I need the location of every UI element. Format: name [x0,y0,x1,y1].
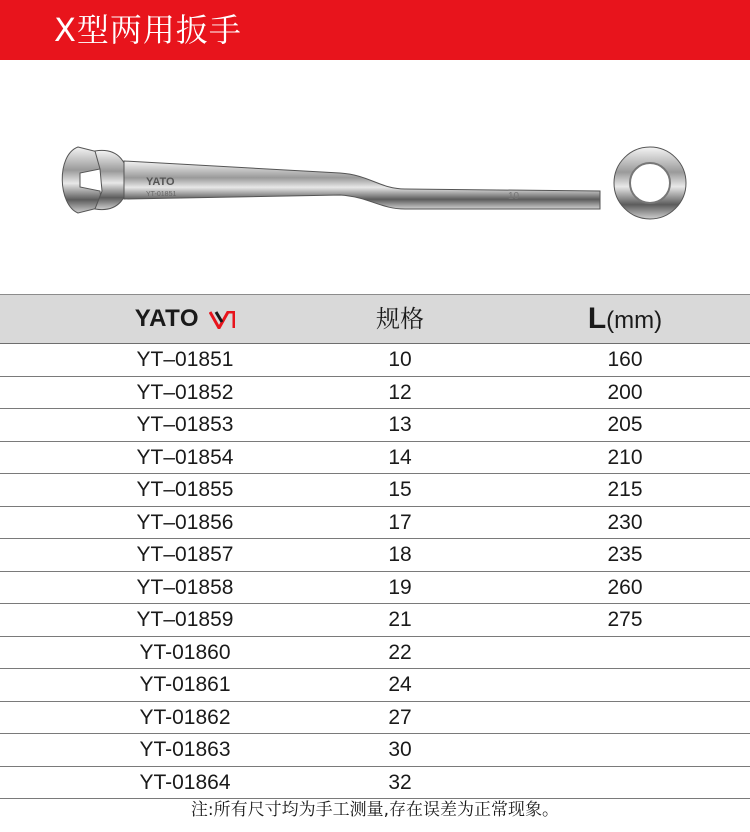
length-cell: 200 [607,380,643,404]
size-cell: 15 [388,478,412,501]
model-cell: YT-01864 [139,770,231,794]
table-row [0,377,750,410]
model-cell: YT–01858 [136,575,234,599]
length-cell: 215 [607,478,643,501]
size-cell: 21 [388,608,412,631]
brand-mark-icon [209,311,235,329]
table-row [0,507,750,540]
length-cell [500,734,750,766]
table-row [0,767,750,800]
size-cell: 32 [388,770,412,794]
table-row [0,734,750,767]
size-cell: 13 [388,413,412,436]
table-header [0,294,750,344]
model-cell: YT-01861 [139,673,231,696]
engraving-brand: YATO [146,176,175,188]
length-cell [500,767,750,799]
model-cell: YT–01852 [136,380,234,404]
table-row [0,344,750,377]
model-cell: YT-01862 [139,705,231,729]
column-header-spec: 规格 [376,305,424,333]
model-cell: YT–01854 [136,445,234,469]
model-cell: YT–01851 [136,348,234,371]
model-cell: YT–01853 [136,413,234,436]
table-row [0,539,750,572]
column-header-length [500,295,750,343]
length-cell: 230 [607,510,643,534]
brand-logo [70,295,300,343]
length-symbol: L [587,302,607,335]
size-cell: 22 [388,640,412,664]
page-title: X型两用扳手 [54,11,242,49]
length-cell: 160 [607,348,643,371]
wrench-image [40,125,710,235]
table-row [0,702,750,735]
size-cell: 30 [388,738,412,761]
size-cell: 12 [388,380,412,404]
model-cell: YT–01856 [136,510,234,534]
model-cell: YT-01860 [139,640,231,664]
length-cell [500,669,750,701]
table-body [0,344,750,799]
length-cell: 235 [607,543,643,566]
engraving-model: YT-01851 [146,191,177,198]
model-cell: YT–01855 [136,478,234,501]
length-cell: 205 [607,413,643,436]
engraving-size: 10 [508,191,520,202]
length-unit: (mm) [606,307,663,334]
table-row [0,604,750,637]
size-cell: 14 [388,445,412,469]
table-row [0,409,750,442]
size-cell: 17 [388,510,412,534]
size-cell: 18 [388,543,412,566]
table-row [0,637,750,670]
model-cell: YT–01859 [136,608,234,631]
title-bar [0,0,750,60]
size-cell: 10 [388,348,412,371]
model-cell: YT–01857 [136,543,234,566]
length-cell [500,702,750,734]
table-row [0,669,750,702]
size-cell: 24 [388,673,412,696]
length-cell: 260 [607,575,643,599]
table-row [0,474,750,507]
table-row [0,442,750,475]
size-cell: 19 [388,575,412,599]
spec-table [0,294,750,799]
size-cell: 27 [388,705,412,729]
model-cell: YT-01863 [139,738,231,761]
length-cell: 275 [607,608,643,631]
length-cell [500,637,750,669]
brand-logo-text: YATO [134,305,200,332]
length-cell: 210 [607,445,643,469]
table-row [0,572,750,605]
footer-note: 注:所有尺寸均为手工测量,存在误差为正常现象。 [190,800,560,820]
